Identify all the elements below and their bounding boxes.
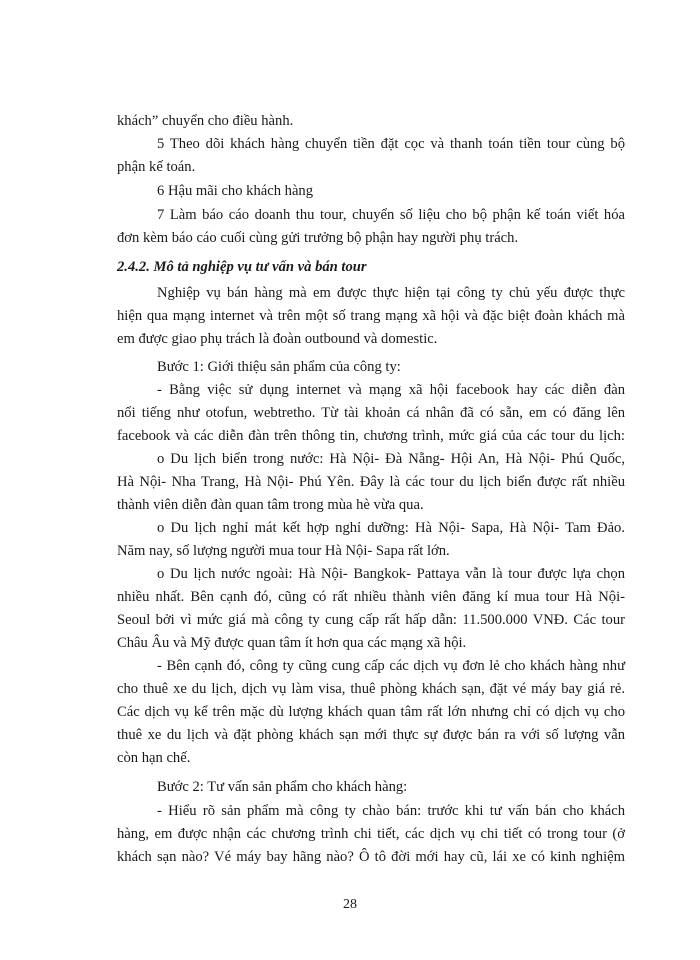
text-line: Hà Nội- Nha Trang, Hà Nội- Phú Yên. Đây là các tour du lịch biển được rất nhiều — [117, 474, 625, 490]
text-line: Seoul bởi vì mức giá mà công ty cung cấp rất hấp dẫn: 11.500.000 VNĐ. Các tour — [117, 612, 625, 628]
text-line: cho thuê xe du lịch, dịch vụ làm visa, thuê phòng khách sạn, đặt vé máy bay giá rẻ. — [117, 681, 625, 697]
text-line: - Bên cạnh đó, công ty cũng cung cấp các dịch vụ đơn lẻ cho khách hàng như — [157, 658, 625, 674]
list-item-line: o Du lịch nước ngoài: Hà Nội- Bangkok- Pattaya vẫn là tour được lựa chọn — [157, 566, 625, 582]
text-line: - Bằng việc sử dụng internet và mạng xã hội facebook hay các diễn đàn — [157, 382, 625, 398]
list-item-line: o Du lịch biển trong nước: Hà Nội- Đà Nẵng- Hội An, Hà Nội- Phú Quốc, — [157, 451, 625, 467]
text-line: đơn kèm báo cáo cuối cùng gửi trưởng bộ phận hay người phụ trách. — [117, 230, 519, 246]
step-heading: Bước 2: Tư vấn sản phẩm cho khách hàng: — [157, 779, 408, 795]
section-heading: 2.4.2. Mô tả nghiệp vụ tư vấn và bán tour — [117, 259, 367, 275]
text-line: nhiều nhất. Bên cạnh đó, cũng có rất nhiều thành viên đăng kí mua tour Hà Nội- — [117, 589, 625, 605]
text-line: thành viên diễn đàn quan tâm trong mùa hè vừa qua. — [117, 497, 424, 513]
step-heading: Bước 1: Giới thiệu sản phẩm của công ty: — [157, 359, 401, 375]
text-line: phận kế toán. — [117, 159, 196, 175]
text-line: 6 Hậu mãi cho khách hàng — [157, 183, 314, 199]
text-line: Châu Âu và Mỹ được quan tâm ít hơn qua các mạng xã hội. — [117, 635, 467, 651]
text-line: hiện qua mạng internet và trên một số trang mạng xã hội và đặc biệt đoàn khách mà — [117, 308, 625, 324]
text-line: 5 Theo dõi khách hàng chuyển tiền đặt cọc và thanh toán tiền tour cùng bộ — [157, 136, 625, 152]
text-line: khách” chuyển cho điều hành. — [117, 113, 294, 129]
text-line: Các dịch vụ kể trên mặc dù lượng khách quan tâm rất lớn nhưng chỉ có dịch vụ cho — [117, 704, 625, 720]
text-line: còn hạn chế. — [117, 750, 191, 766]
list-item-line: o Du lịch nghỉ mát kết hợp nghỉ dưỡng: Hà Nội- Sapa, Hà Nội- Tam Đảo. — [157, 520, 625, 536]
text-line: khách sạn nào? Vé máy bay hãng nào? Ô tô đời mới hay cũ, lái xe có kinh nghiệm — [117, 849, 625, 865]
text-line: nổi tiếng như otofun, webtretho. Từ tài khoản cá nhân đã có sẵn, em có đăng lên — [117, 405, 625, 421]
text-line: facebook và các diễn đàn trên thông tin, chương trình, mức giá của các tour du lịch: — [117, 428, 625, 444]
text-line: 7 Làm báo cáo doanh thu tour, chuyển số liệu cho bộ phận kế toán viết hóa — [157, 207, 625, 223]
page-number: 28 — [343, 897, 357, 912]
text-line: Năm nay, số lượng người mua tour Hà Nội- Sapa rất lớn. — [117, 543, 450, 559]
text-line: Nghiệp vụ bán hàng mà em được thực hiện tại công ty chủ yếu được thực — [157, 285, 625, 301]
text-line: thuê xe du lịch và đặt phòng khách sạn mới thực sự được bán ra với số lượng vẫn — [117, 727, 625, 743]
text-line: em được giao phụ trách là đoàn outbound và domestic. — [117, 331, 438, 347]
text-line: - Hiểu rõ sản phẩm mà công ty chào bán: trước khi tư vấn bán cho khách — [157, 803, 625, 819]
text-line: hàng, em được nhận các chương trình chi tiết, các dịch vụ chi tiết có trong tour (ở — [117, 826, 625, 842]
